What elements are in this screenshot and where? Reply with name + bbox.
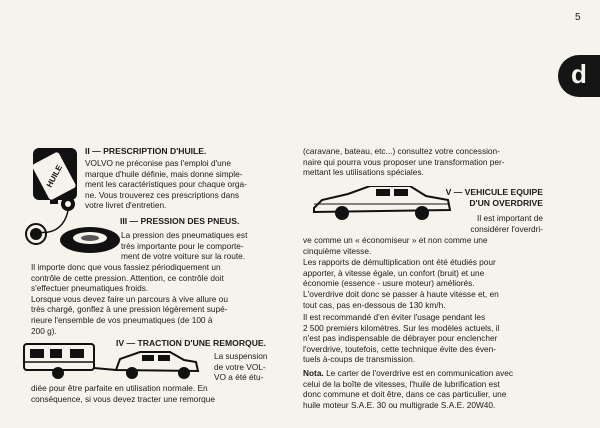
overdrive-intro <box>445 213 543 234</box>
trailer-intro <box>214 351 275 383</box>
trailer-line: VO a été étu- <box>214 372 264 383</box>
chapter-tab <box>558 55 600 97</box>
trailer-section-heading <box>116 338 286 349</box>
nota-block <box>303 368 543 410</box>
oil-section-body <box>85 158 275 211</box>
tyres-line: La pression des pneumatiques est <box>121 230 248 240</box>
oil-line: votre livret d'entretien. <box>85 200 167 211</box>
trailer-line: de votre VOL- <box>214 361 266 372</box>
right-intro-line: mettant les utilisations spéciales. <box>303 167 424 178</box>
para-line: Il est recommandé d'en éviter l'usage pendant les <box>303 312 486 322</box>
para-line: Les rapports de démultiplication ont été étudiés pour <box>303 257 496 267</box>
oil-can-label: HUILE <box>44 163 65 189</box>
tyres-line: ment de votre voiture sur la route. <box>121 251 246 262</box>
oil-section-heading <box>85 146 295 157</box>
tyres-line: rieure l'ensemble de vos pneumatiques (de 100 à <box>31 314 213 325</box>
para-line: 2 500 premiers kilomètres. Sur les modèles actuels, il <box>303 322 500 333</box>
overdrive-para-2 <box>303 257 543 289</box>
overdrive-line: ve comme un « économiseur » et non comme une <box>303 235 488 245</box>
oil-line: VOLVO ne préconise pas l'emploi d'une <box>85 158 231 168</box>
tyres-line: 200 g). <box>31 325 57 336</box>
tyres-line: Lorsque vous devez faire un parcours à vive allure ou <box>31 293 228 304</box>
nota-line: huile moteur S.A.E. 30 ou multigrade S.A.E. 20W40. <box>303 399 496 410</box>
oil-heading: II — PRESCRIPTION D'HUILE. <box>85 146 207 156</box>
oil-line: marque d'huile définie, mais donne simple- <box>85 168 243 179</box>
overdrive-line: cinquième vitesse. <box>303 245 372 256</box>
right-intro-line: (caravane, bateau, etc...) consultez votre concession- <box>303 146 500 156</box>
tyres-line: Il importe donc que vous fassiez périodiquement un <box>31 262 221 272</box>
tyres-line: s'effectuer pneumatiques froids. <box>31 283 149 294</box>
trailer-line: diée pour être parfaite en utilisation normale. En <box>31 383 208 393</box>
overdrive-heading-line: V — VEHICULE EQUIPE <box>445 187 543 197</box>
para-line: l'overdrive, toutefois, cette technique évite des éven- <box>303 343 496 354</box>
para-line: apporter, à vitesse égale, un confort (bruit) et une <box>303 267 485 278</box>
overdrive-line: considérer l'overdri- <box>470 223 543 234</box>
chapter-letter: d <box>571 59 587 89</box>
nota-line: donc commune et doit être, dans ce cas particulier, une <box>303 389 507 400</box>
tyres-heading: III — PRESSION DES PNEUS. <box>120 216 240 226</box>
tyres-line: contrôle de cette pression. Attention, ce contrôle doit <box>31 272 224 283</box>
nota-label: Nota. <box>303 368 324 378</box>
overdrive-section-heading <box>430 187 543 208</box>
right-intro-line: naire qui pourra vous proposer une transformation per- <box>303 156 505 167</box>
nota-line <box>303 368 543 379</box>
overdrive-para-4 <box>303 312 543 365</box>
para-line: tuels à-coups de transmission. <box>303 354 416 365</box>
tyres-intro <box>121 230 275 262</box>
nota-line: celui de la boîte de vitesses, l'huile de lubrification est <box>303 378 500 389</box>
para-line: tout cas, pas en-dessous de 130 km/h. <box>303 299 446 310</box>
oil-line: ne. Vous trouverez ces prescriptions dans <box>85 189 240 200</box>
trailer-body <box>31 383 275 404</box>
overdrive-line: Il est important de <box>477 213 543 223</box>
trailer-heading: IV — TRACTION D'UNE REMORQUE. <box>116 338 267 348</box>
tyres-line: très chargé, gonflez à une pression légèrement supé- <box>31 304 228 315</box>
tyres-section-heading <box>120 216 290 227</box>
trailer-line: La suspension <box>214 351 268 361</box>
tyres-body <box>31 262 275 336</box>
overdrive-body <box>303 235 543 256</box>
para-line: L'overdrive doit donc se passer à haute vitesse et, en <box>303 289 499 299</box>
tyres-line: très importante pour le comporte- <box>121 240 244 251</box>
trailer-line: conséquence, si vous devez tracter une remorque <box>31 393 216 404</box>
right-intro <box>303 146 543 178</box>
para-line: économie (essence - usure moteur) améliorés. <box>303 278 475 289</box>
nota-line-text: Le carter de l'overdrive est en communication avec <box>326 368 514 378</box>
overdrive-heading-line: D'UN OVERDRIVE <box>469 197 543 208</box>
overdrive-para-3 <box>303 289 543 310</box>
oil-line: ment les caractéristiques pour chaque orga- <box>85 179 247 190</box>
page-number: 5 <box>575 12 581 23</box>
para-line: n'est pas indispensable de débrayer pour enclencher <box>303 333 498 344</box>
